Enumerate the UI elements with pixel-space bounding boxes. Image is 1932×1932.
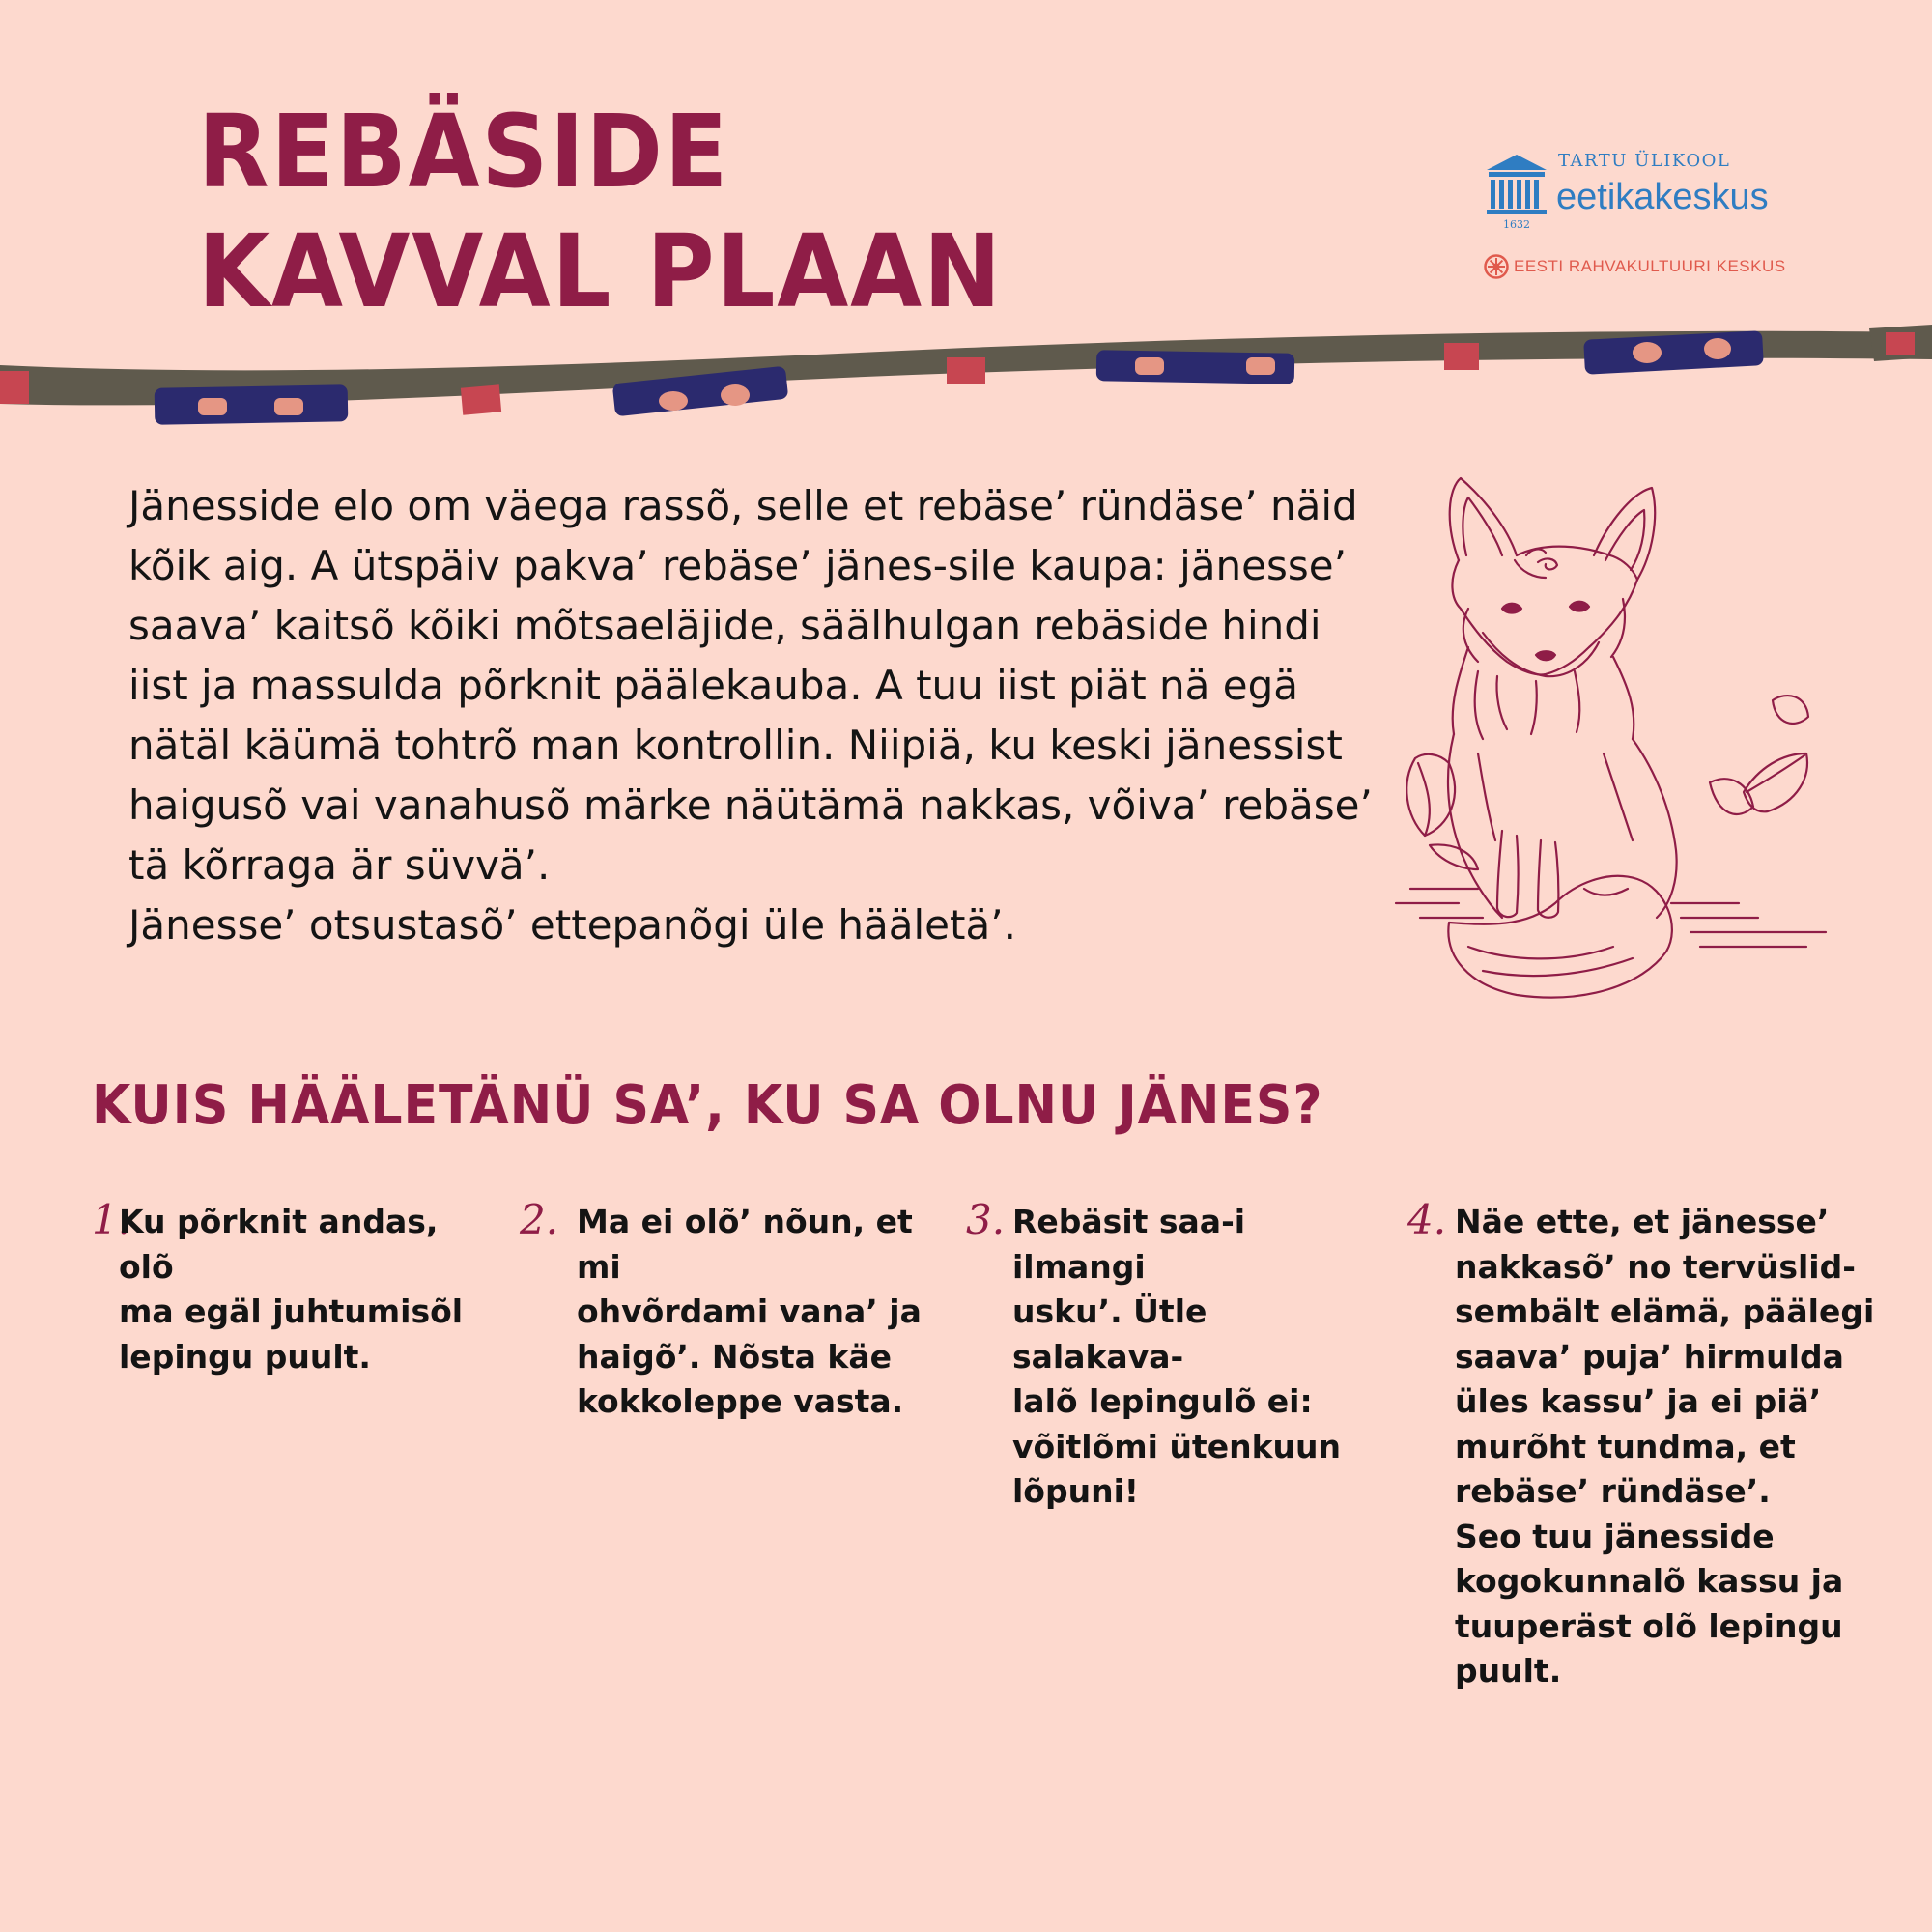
option-number: 2. [520,1196,559,1243]
poster-title [198,92,1003,331]
option-number: 3. [966,1196,1006,1243]
folk-culture-emblem-icon [1483,253,1510,280]
option-number: 1. [92,1196,131,1243]
university-building-icon [1483,153,1550,230]
university-name: TARTU ÜLIKOOL [1558,151,1731,171]
fox-illustration [1391,464,1845,1005]
option-text: Ku põrknit andas, olõ ma egäl juhtumisõl lepingu puult. [119,1203,464,1376]
option-text: Rebäsit saa-i ilmangi usku’. Ütle salakava- lalõ lepingulõ ei: võitlõmi ütenkuun lõpuni! [1012,1203,1342,1510]
title-line-2: KAVVAL PLAAN [198,213,1003,330]
option-text: Näe ette, et jänesse’ nakkasõ’ no tervüslid- sembält elämä, päälegi saava’ puja’ hirmulda üles kassu’ ja ei piä’ murõht tundma, et rebäse’ ründäse’. Seo tuu jänesside kogokunnalõ kassu ja tuuperäst olõ lepingu puult. [1455,1203,1875,1690]
question-heading: KUIS HÄÄLETÄNÜ SA’, KU SA OLNU JÄNES? [92,1074,1323,1137]
option-text: Ma ei olõ’ nõun, et mi ohvõrdami vana’ ja haigõ’. Nõsta käe kokkoleppe vasta. [577,1203,922,1420]
intro-closing: Jänesse’ otsustasõ’ ettepanõgi üle hääletä’. [128,901,1016,949]
ethics-centre-name: eetikakeskus [1556,177,1769,217]
decorative-branch [0,319,1932,435]
folk-culture-centre-name: EESTI RAHVAKULTUURI KESKUS [1514,257,1786,275]
title-line-1: REBÄSIDE [198,93,730,211]
svg-text:1632: 1632 [1503,218,1530,230]
intro-paragraph: Jänesside elo om väega rassõ, selle et rebäse’ ründäse’ näid kõik aig. A ütspäiv pakva’ rebäse’ jänes-sile kaupa: jänesse’ saava’ kaitsõ kõiki mõtsaeläjide, säälhulgan rebäside hindi iist ja massulda põrknit päälekauba. A tuu iist piät nä egä nätäl käümä tohtrõ man kontrollin. Niipiä, ku keski jänessist haigusõ vai vanahusõ märke näütämä nakkas, võiva’ rebäse’ tä kõrraga är süvvä’. [128,482,1373,889]
intro-text [128,476,1375,955]
option-number: 4. [1407,1196,1447,1243]
